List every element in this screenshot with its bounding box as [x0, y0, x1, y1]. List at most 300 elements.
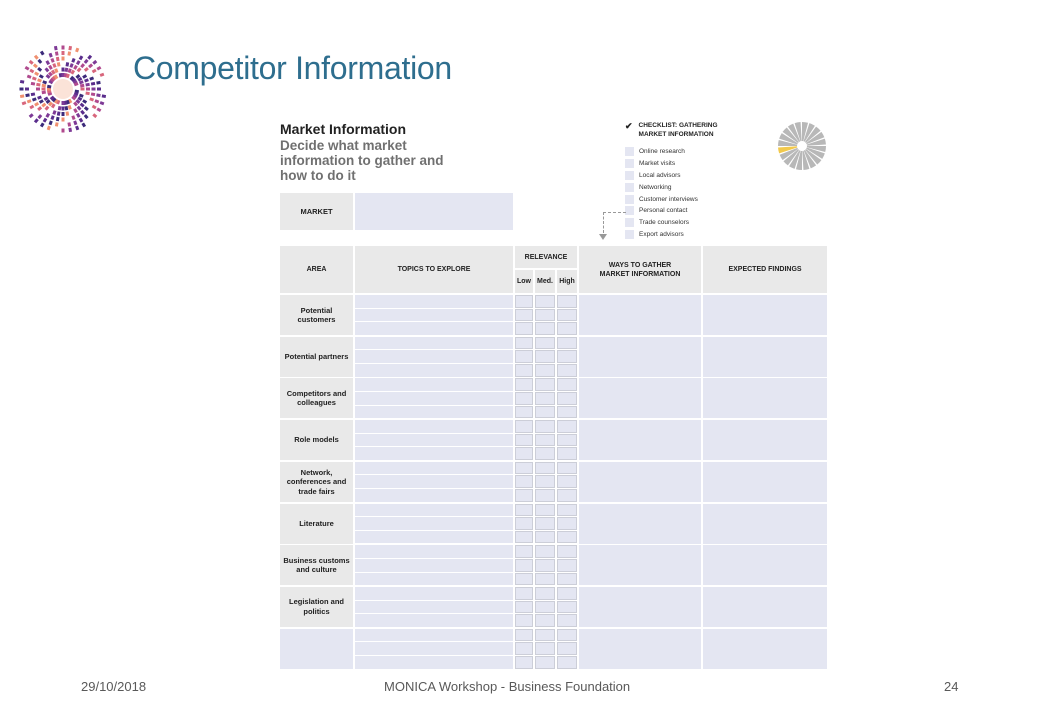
- logo-bar: [29, 113, 34, 118]
- topic-field[interactable]: [355, 392, 513, 405]
- logo-bar: [92, 60, 97, 65]
- relevance-med-box[interactable]: [535, 309, 555, 322]
- worksheet-subtitle: Decide what market information to gather and how to do it: [280, 138, 444, 183]
- relevance-low-box[interactable]: [515, 420, 533, 433]
- topic-field[interactable]: [355, 614, 513, 627]
- relevance-med-box[interactable]: [535, 462, 555, 475]
- logo-bar: [76, 60, 81, 65]
- logo-bar: [77, 106, 82, 111]
- ways-field[interactable]: [579, 587, 701, 627]
- findings-field[interactable]: [703, 295, 827, 335]
- logo-bar: [67, 122, 71, 126]
- topic-field[interactable]: [355, 531, 513, 544]
- findings-field[interactable]: [703, 545, 827, 585]
- ways-field[interactable]: [579, 337, 701, 377]
- relevance-med-box[interactable]: [535, 614, 555, 627]
- topic-field[interactable]: [355, 489, 513, 502]
- page-number: 24: [944, 679, 959, 694]
- area-cell: Legislation and politics: [280, 587, 353, 627]
- relevance-low-box[interactable]: [515, 517, 533, 530]
- logo-bar: [34, 55, 39, 60]
- logo-bar: [100, 73, 105, 77]
- relevance-high-box[interactable]: [557, 601, 577, 614]
- relevance-med-box[interactable]: [535, 434, 555, 447]
- logo-bar: [62, 46, 65, 50]
- area-cell: Business customs and culture: [280, 545, 353, 585]
- relevance-med-box[interactable]: [535, 517, 555, 530]
- relevance-high-box[interactable]: [557, 642, 577, 655]
- logo-bar: [44, 67, 49, 72]
- relevance-low-box[interactable]: [515, 350, 533, 363]
- relevance-low-box[interactable]: [515, 559, 533, 572]
- logo-bar: [34, 118, 39, 123]
- logo-bar: [84, 67, 89, 72]
- checklist-item[interactable]: [625, 181, 775, 193]
- relevance-high-box[interactable]: [557, 295, 577, 308]
- topic-field[interactable]: [355, 378, 513, 391]
- logo-bar: [62, 129, 65, 133]
- relevance-high-box[interactable]: [557, 573, 577, 586]
- checklist-item[interactable]: [625, 193, 775, 205]
- logo-bar: [92, 105, 97, 110]
- logo-core: [53, 79, 73, 99]
- logo-bar: [41, 103, 46, 108]
- relevance-med-box[interactable]: [535, 545, 555, 558]
- relevance-med-box[interactable]: [535, 656, 555, 669]
- relevance-high-box[interactable]: [557, 364, 577, 377]
- high-header: High: [557, 270, 577, 293]
- logo-bar: [37, 59, 42, 64]
- footer-title: MONICA Workshop - Business Foundation: [384, 679, 631, 694]
- findings-field[interactable]: [703, 629, 827, 669]
- logo-bar: [96, 93, 100, 97]
- relevance-med-box[interactable]: [535, 629, 555, 642]
- logo-bar: [62, 118, 65, 122]
- checklist-item[interactable]: [625, 217, 775, 229]
- logo-bar: [20, 94, 24, 98]
- topic-field[interactable]: [355, 337, 513, 350]
- relevance-med-box[interactable]: [535, 475, 555, 488]
- relevance-low-box[interactable]: [515, 392, 533, 405]
- logo-bar: [37, 67, 42, 72]
- relevance-high-box[interactable]: [557, 337, 577, 350]
- topic-field[interactable]: [355, 587, 513, 600]
- relevance-low-box[interactable]: [515, 629, 533, 642]
- relevance-med-box[interactable]: [535, 406, 555, 419]
- relevance-med-box[interactable]: [535, 378, 555, 391]
- checkbox[interactable]: [625, 230, 634, 239]
- ways-field[interactable]: [579, 378, 701, 418]
- relevance-med-box[interactable]: [535, 601, 555, 614]
- relevance-high-box[interactable]: [557, 420, 577, 433]
- checklist-item[interactable]: [625, 170, 775, 182]
- relevance-low-box[interactable]: [515, 309, 533, 322]
- relevance-med-box[interactable]: [535, 322, 555, 335]
- relevance-med-box[interactable]: [535, 573, 555, 586]
- checklist-item-label: Networking: [639, 183, 672, 191]
- ways-field[interactable]: [579, 629, 701, 669]
- relevance-low-box[interactable]: [515, 656, 533, 669]
- relevance-med-box[interactable]: [535, 420, 555, 433]
- relevance-high-box[interactable]: [557, 392, 577, 405]
- topic-field[interactable]: [355, 322, 513, 335]
- relevance-low-box[interactable]: [515, 462, 533, 475]
- logo-bar: [20, 80, 24, 84]
- ways-header: WAYS TO GATHER MARKET INFORMATION: [579, 246, 701, 293]
- area-cell: [280, 629, 353, 669]
- topic-field[interactable]: [355, 295, 513, 308]
- logo-bar: [56, 117, 60, 121]
- logo-bar: [84, 78, 89, 82]
- logo-bar: [76, 113, 81, 118]
- relevance-med-box[interactable]: [535, 392, 555, 405]
- logo-bar: [52, 63, 56, 68]
- logo-bar: [80, 103, 85, 108]
- area-header: AREA: [280, 246, 353, 293]
- relevance-low-box[interactable]: [515, 337, 533, 350]
- ways-field[interactable]: [579, 504, 701, 544]
- logo-bar: [52, 110, 56, 115]
- topics-header: TOPICS TO EXPLORE: [355, 246, 513, 293]
- relevance-low-box[interactable]: [515, 573, 533, 586]
- relevance-high-box[interactable]: [557, 587, 577, 600]
- logo-bar: [73, 65, 78, 70]
- market-label: MARKET: [280, 193, 353, 230]
- relevance-low-box[interactable]: [515, 531, 533, 544]
- relevance-low-box[interactable]: [515, 587, 533, 600]
- worksheet-title: Market Information: [280, 121, 407, 137]
- logo-bar: [55, 122, 59, 126]
- topic-field[interactable]: [355, 434, 513, 447]
- relevance-med-box[interactable]: [535, 642, 555, 655]
- logo-bar: [44, 106, 49, 111]
- topic-field[interactable]: [355, 406, 513, 419]
- logo-bar: [42, 80, 47, 84]
- logo-bar: [81, 122, 86, 127]
- findings-field[interactable]: [703, 504, 827, 544]
- area-cell: Network, conferences and trade fairs: [280, 462, 353, 502]
- logo-bar: [50, 58, 54, 63]
- med-header: Med.: [535, 270, 555, 293]
- market-field[interactable]: [355, 193, 513, 230]
- logo-bar: [39, 74, 44, 79]
- relevance-high-box[interactable]: [557, 406, 577, 419]
- logo-bar: [65, 68, 69, 72]
- logo-bar: [79, 55, 84, 60]
- checklist-item-label: Personal contact: [639, 207, 688, 215]
- logo-bar: [25, 93, 29, 97]
- checklist-item[interactable]: [625, 229, 775, 241]
- ways-field[interactable]: [579, 545, 701, 585]
- logo-bar: [77, 67, 82, 72]
- relevance-high-box[interactable]: [557, 489, 577, 502]
- logo-bar: [66, 62, 70, 66]
- relevance-high-box[interactable]: [557, 434, 577, 447]
- footer-date: 29/10/2018: [81, 679, 147, 694]
- relevance-low-box[interactable]: [515, 378, 533, 391]
- logo-bar: [32, 76, 37, 80]
- logo-bar: [92, 88, 96, 91]
- findings-field[interactable]: [703, 420, 827, 460]
- arrow-down-icon: [599, 234, 607, 240]
- topic-field[interactable]: [355, 420, 513, 433]
- checkbox[interactable]: [625, 206, 634, 215]
- logo-bar: [48, 65, 53, 70]
- topic-field[interactable]: [355, 475, 513, 488]
- relevance-med-box[interactable]: [535, 504, 555, 517]
- logo-bar: [40, 51, 45, 56]
- relevance-low-box[interactable]: [515, 642, 533, 655]
- area-cell: Potential customers: [280, 295, 353, 335]
- logo-bar: [75, 48, 79, 53]
- checklist-item[interactable]: [625, 146, 775, 158]
- ways-field[interactable]: [579, 420, 701, 460]
- topic-field[interactable]: [355, 629, 513, 642]
- relevance-high-box[interactable]: [557, 504, 577, 517]
- relevance-header: RELEVANCE: [515, 246, 577, 268]
- relevance-high-box[interactable]: [557, 447, 577, 460]
- findings-field[interactable]: [703, 378, 827, 418]
- logo-bar: [27, 99, 32, 103]
- relevance-high-box[interactable]: [557, 629, 577, 642]
- logo-bar: [96, 107, 101, 112]
- checklist-item-label: Local advisors: [639, 171, 681, 179]
- checkbox[interactable]: [625, 147, 634, 156]
- logo-bar: [71, 115, 75, 120]
- topic-field[interactable]: [355, 656, 513, 669]
- logo-bar: [25, 88, 29, 91]
- logo-bar: [91, 82, 95, 86]
- topic-field[interactable]: [355, 447, 513, 460]
- relevance-low-box[interactable]: [515, 447, 533, 460]
- logo-bar: [33, 63, 38, 68]
- relevance-med-box[interactable]: [535, 295, 555, 308]
- logo-bar: [62, 68, 65, 72]
- logo-bar: [37, 95, 42, 99]
- logo-bar: [89, 97, 94, 101]
- logo-bar: [80, 63, 85, 68]
- ways-field[interactable]: [579, 462, 701, 502]
- relevance-med-box[interactable]: [535, 364, 555, 377]
- relevance-high-box[interactable]: [557, 462, 577, 475]
- monica-logo: [16, 42, 110, 136]
- relevance-low-box[interactable]: [515, 406, 533, 419]
- logo-bar: [31, 92, 35, 96]
- dashed-connector: [603, 212, 626, 233]
- logo-bar: [96, 66, 101, 71]
- relevance-high-box[interactable]: [557, 350, 577, 363]
- relevance-med-box[interactable]: [535, 447, 555, 460]
- logo-bar: [27, 75, 32, 79]
- logo-bar: [102, 94, 106, 98]
- logo-bar: [79, 118, 84, 123]
- logo-bar: [68, 105, 72, 110]
- logo-bar: [34, 102, 39, 107]
- logo-bar: [68, 46, 72, 50]
- relevance-low-box[interactable]: [515, 364, 533, 377]
- logo-bar: [42, 88, 46, 91]
- logo-bar: [80, 84, 84, 88]
- topic-field[interactable]: [355, 573, 513, 586]
- relevance-low-box[interactable]: [515, 601, 533, 614]
- logo-bar: [22, 101, 27, 105]
- relevance-low-box[interactable]: [515, 545, 533, 558]
- logo-bar: [82, 74, 87, 79]
- low-header: Low: [515, 270, 533, 293]
- topic-field[interactable]: [355, 601, 513, 614]
- logo-bar: [85, 92, 89, 96]
- relevance-high-box[interactable]: [557, 517, 577, 530]
- findings-field[interactable]: [703, 337, 827, 377]
- logo-bar: [29, 105, 34, 110]
- relevance-high-box[interactable]: [557, 378, 577, 391]
- checklist-item-label: Trade counselors: [639, 219, 689, 227]
- logo-bar: [94, 99, 99, 103]
- logo-bar: [81, 88, 85, 91]
- topic-field[interactable]: [355, 545, 513, 558]
- logo-bar: [69, 63, 73, 68]
- logo-bar: [43, 118, 48, 123]
- checkbox[interactable]: [625, 183, 634, 192]
- logo-bar: [62, 101, 65, 105]
- area-cell: Potential partners: [280, 337, 353, 377]
- logo-bar: [84, 106, 89, 111]
- logo-bar: [47, 126, 51, 131]
- area-cell: Role models: [280, 420, 353, 460]
- logo-bar: [85, 83, 89, 87]
- slide-title: Competitor Information: [133, 50, 452, 86]
- logo-bar: [36, 88, 40, 91]
- logo-bar: [29, 60, 34, 65]
- checkbox[interactable]: [625, 159, 634, 168]
- checklist-item-label: Export advisors: [639, 230, 684, 238]
- relevance-high-box[interactable]: [557, 475, 577, 488]
- relevance-high-box[interactable]: [557, 559, 577, 572]
- checklist-heading: ✔ CHECKLIST: GATHERING MARKET INFORMATION: [625, 121, 718, 138]
- logo-bar: [91, 92, 95, 96]
- topic-field[interactable]: [355, 364, 513, 377]
- logo-bar: [49, 53, 53, 58]
- relevance-high-box[interactable]: [557, 531, 577, 544]
- logo-bar: [45, 113, 50, 118]
- checklist-item[interactable]: [625, 158, 775, 170]
- findings-header: EXPECTED FINDINGS: [703, 246, 827, 293]
- relevance-med-box[interactable]: [535, 350, 555, 363]
- logo-bar: [57, 62, 61, 66]
- logo-bar: [31, 82, 35, 86]
- checklist-item-label: Online research: [639, 148, 685, 156]
- logo-bar: [75, 126, 79, 131]
- relevance-high-box[interactable]: [557, 614, 577, 627]
- relevance-med-box[interactable]: [535, 531, 555, 544]
- logo-bar: [50, 115, 54, 120]
- checklist-items: [625, 146, 775, 240]
- checkbox[interactable]: [625, 195, 634, 204]
- logo-bar: [62, 51, 65, 55]
- logo-bar: [49, 120, 53, 125]
- topic-field[interactable]: [355, 517, 513, 530]
- checkmark-icon: ✔: [625, 121, 633, 131]
- checklist-item-label: Market visits: [639, 160, 676, 168]
- topic-field[interactable]: [355, 504, 513, 517]
- area-cell: Competitors and colleagues: [280, 378, 353, 418]
- logo-bar: [87, 55, 92, 60]
- relevance-low-box[interactable]: [515, 504, 533, 517]
- logo-bar: [80, 110, 85, 115]
- topic-field[interactable]: [355, 309, 513, 322]
- relevance-med-box[interactable]: [535, 587, 555, 600]
- relevance-low-box[interactable]: [515, 614, 533, 627]
- logo-bar: [92, 69, 97, 74]
- logo-bar: [56, 57, 60, 61]
- logo-bar: [92, 113, 97, 118]
- logo-bar: [58, 106, 62, 110]
- relevance-high-box[interactable]: [557, 656, 577, 669]
- logo-bar: [73, 108, 78, 113]
- logo-bar: [71, 58, 75, 63]
- logo-bar: [62, 107, 65, 111]
- relevance-low-box[interactable]: [515, 475, 533, 488]
- logo-bar: [29, 69, 34, 74]
- logo-bar: [73, 120, 77, 125]
- relevance-low-box[interactable]: [515, 434, 533, 447]
- checklist-item-label: Customer interviews: [639, 195, 698, 203]
- logo-bar: [37, 78, 42, 82]
- area-cell: Literature: [280, 504, 353, 544]
- segment-wheel-icon: [777, 121, 827, 171]
- relevance-med-box[interactable]: [535, 337, 555, 350]
- relevance-low-box[interactable]: [515, 489, 533, 502]
- checkbox[interactable]: [625, 218, 634, 227]
- topic-field[interactable]: [355, 350, 513, 363]
- logo-bar: [55, 51, 59, 55]
- logo-bar: [62, 112, 65, 116]
- relevance-med-box[interactable]: [535, 559, 555, 572]
- checklist-item[interactable]: [625, 205, 775, 217]
- logo-bar: [40, 122, 45, 127]
- logo-bar: [32, 97, 37, 101]
- logo-bar: [54, 46, 58, 50]
- logo-bar: [34, 71, 39, 76]
- logo-bar: [45, 60, 50, 65]
- relevance-high-box[interactable]: [557, 322, 577, 335]
- logo-bar: [62, 57, 65, 61]
- relevance-high-box[interactable]: [557, 545, 577, 558]
- ways-field[interactable]: [579, 295, 701, 335]
- logo-bar: [65, 106, 69, 110]
- relevance-low-box[interactable]: [515, 322, 533, 335]
- logo-bar: [86, 88, 90, 91]
- logo-bar: [66, 111, 70, 115]
- checkbox[interactable]: [625, 171, 634, 180]
- relevance-med-box[interactable]: [535, 489, 555, 502]
- relevance-low-box[interactable]: [515, 295, 533, 308]
- topic-field[interactable]: [355, 462, 513, 475]
- logo-bar: [68, 128, 72, 132]
- findings-field[interactable]: [703, 462, 827, 502]
- findings-field[interactable]: [703, 587, 827, 627]
- topic-field[interactable]: [355, 642, 513, 655]
- topic-field[interactable]: [355, 559, 513, 572]
- checklist: [625, 122, 775, 240]
- logo-bar: [42, 84, 46, 88]
- logo-bar: [82, 99, 87, 104]
- logo-bar: [57, 111, 61, 115]
- logo-bar: [42, 91, 46, 95]
- relevance-high-box[interactable]: [557, 309, 577, 322]
- logo-bar: [36, 83, 40, 87]
- logo-bar: [88, 63, 93, 68]
